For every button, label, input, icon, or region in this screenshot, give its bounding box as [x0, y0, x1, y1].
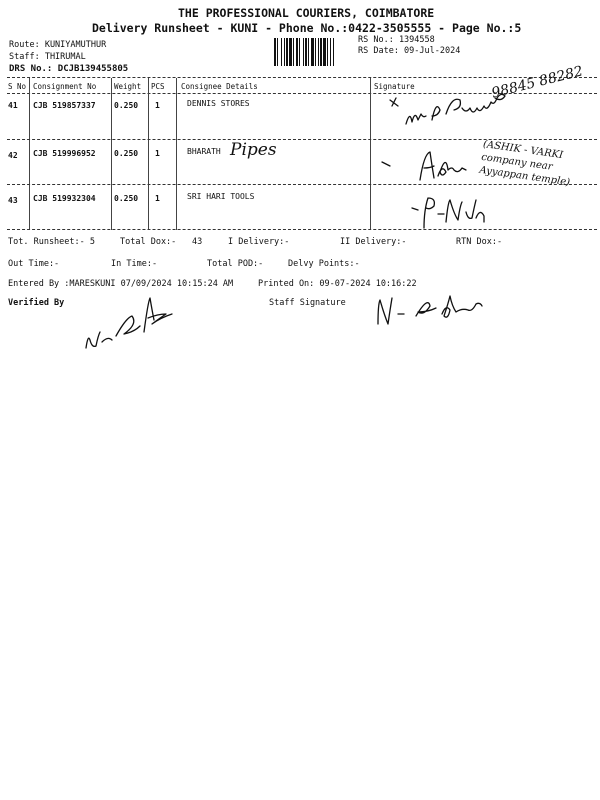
row-43-sno: 43	[8, 196, 18, 205]
total-pod: Total POD:-	[207, 259, 264, 269]
barcode-bar	[305, 38, 307, 66]
drs-number	[9, 64, 128, 74]
signature-row-43	[410, 192, 490, 232]
barcode-bar	[289, 38, 292, 66]
col-header-weight: Weight	[114, 82, 142, 91]
staff-signature-label: Staff Signature	[269, 298, 346, 308]
column-divider	[176, 78, 177, 230]
barcode-bar	[296, 38, 298, 66]
barcode-bar	[274, 38, 276, 66]
barcode-bar	[320, 38, 322, 66]
barcode-bar	[281, 38, 282, 66]
drs-value: DCJB139455805	[57, 64, 129, 74]
i-delivery: I Delivery:-	[228, 237, 290, 247]
row-41-consignee: DENNIS STORES	[187, 99, 250, 108]
barcode-bar	[311, 38, 314, 66]
column-divider	[111, 78, 112, 230]
rs-date: RS Date: 09-Jul-2024	[358, 46, 461, 56]
out-time: Out Time:-	[8, 259, 60, 269]
verified-by-label: Verified By	[8, 298, 65, 308]
row-42-pcs: 1	[155, 149, 160, 158]
in-time: In Time:-	[111, 259, 158, 269]
col-header-sno: S No	[8, 82, 27, 91]
col-header-pcs: PCS	[151, 82, 165, 91]
tot-runsheet: Tot. Runsheet:- 5	[8, 237, 95, 247]
row-43-pcs: 1	[155, 194, 160, 203]
handwritten-phone: 98845 88282	[490, 63, 585, 102]
barcode-bar	[286, 38, 288, 66]
row-41-pcs: 1	[155, 101, 160, 110]
printed-on: Printed On: 09-07-2024 10:16:22	[258, 279, 417, 289]
entered-by: Entered By :MARESKUNI 07/09/2024 10:15:24 AM	[8, 279, 234, 289]
barcode-image	[274, 38, 354, 66]
staff-label: Staff: THIRUMAL	[9, 52, 86, 62]
row-41-weight: 0.250	[114, 101, 139, 110]
table-bottom-rule	[7, 229, 597, 230]
verified-by-signature	[82, 296, 182, 356]
handwritten-pipes: Pipes	[230, 140, 277, 160]
row-41-sno: 41	[8, 101, 18, 110]
column-divider	[29, 78, 30, 230]
barcode-bar	[327, 38, 328, 66]
row-42-consignee: BHARATH	[187, 147, 221, 156]
staff-signature-mark	[372, 294, 502, 334]
company-name: THE PROFESSIONAL COURIERS, COIMBATORE	[178, 6, 435, 20]
signature-row-42	[380, 150, 480, 190]
col-header-consignment: Consignment No	[33, 82, 97, 91]
barcode-bar	[299, 38, 300, 66]
barcode-bar	[333, 38, 334, 66]
barcode-bar	[318, 38, 319, 66]
ii-delivery: II Delivery:-	[340, 237, 407, 247]
total-dox-label: Total Dox:-	[120, 237, 177, 247]
row-42-sno: 42	[8, 151, 18, 160]
rtn-dox: RTN Dox:-	[456, 237, 503, 247]
barcode-bar	[330, 38, 331, 66]
delvy-points: Delvy Points:-	[288, 259, 360, 269]
row-42-weight: 0.250	[114, 149, 139, 158]
col-header-signature: Signature	[374, 82, 415, 91]
barcode-bar	[323, 38, 326, 66]
row-43-consignment: CJB 519932304	[33, 194, 96, 203]
row-41-consignment: CJB 519857337	[33, 101, 96, 110]
barcode-bar	[315, 38, 316, 66]
barcode-bar	[308, 38, 309, 66]
route-label: Route: KUNIYAMUTHUR	[9, 40, 107, 50]
barcode-bar	[284, 38, 285, 66]
total-dox-value: 43	[192, 237, 203, 247]
runsheet-title: Delivery Runsheet - KUNI - Phone No.:0422-3505555 - Page No.:5	[92, 21, 522, 35]
column-divider	[148, 78, 149, 230]
barcode-bar	[293, 38, 294, 66]
barcode-bar	[303, 38, 304, 66]
row-42-consignment: CJB 519996952	[33, 149, 96, 158]
row-separator	[7, 184, 597, 185]
row-43-consignee: SRI HARI TOOLS	[187, 192, 255, 201]
barcode-bar	[277, 38, 278, 66]
drs-label: DRS No.:	[9, 64, 53, 74]
row-43-weight: 0.250	[114, 194, 139, 203]
signature-row-41	[388, 62, 528, 142]
handwritten-note: (ASHIK - VARKI company near Ayyappan temple)	[478, 138, 571, 189]
col-header-consignee: Consignee Details	[181, 82, 258, 91]
rs-number: RS No.: 1394558	[358, 35, 435, 45]
column-divider	[370, 78, 371, 230]
